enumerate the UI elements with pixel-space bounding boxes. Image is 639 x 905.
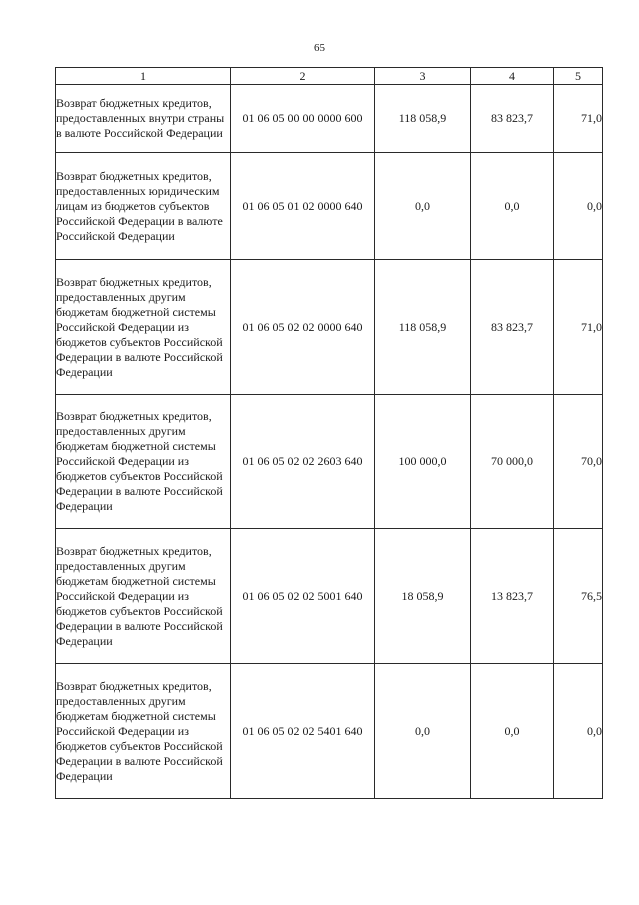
- row-code-cell: 01 06 05 02 02 2603 640: [231, 395, 375, 529]
- table-row: [56, 395, 603, 529]
- row-name-cell: Возврат бюджетных кредитов, предоставленных другим бюджетам бюджетной системы Российской Федерации из бюджетов субъектов Российской Федерации в валюте Российской Федерации: [56, 664, 231, 799]
- row-name-cell: Возврат бюджетных кредитов, предоставленных другим бюджетам бюджетной системы Российской Федерации из бюджетов субъектов Российской Федерации в валюте Российской Федерации: [56, 529, 231, 664]
- row-col5-cell: 76,5: [554, 529, 603, 664]
- row-col3-cell: 0,0: [375, 664, 471, 799]
- row-col3-cell: 118 058,9: [375, 85, 471, 153]
- row-col5-cell: 0,0: [554, 664, 603, 799]
- row-code-cell: 01 06 05 00 00 0000 600: [231, 85, 375, 153]
- row-name-cell: Возврат бюджетных кредитов, предоставленных другим бюджетам бюджетной системы Российской Федерации из бюджетов субъектов Российской Федерации в валюте Российской Федерации: [56, 260, 231, 395]
- column-header-4: 4: [471, 68, 554, 85]
- table-row: [56, 664, 603, 799]
- row-col5-cell: 0,0: [554, 153, 603, 260]
- page-number: 65: [314, 42, 325, 54]
- row-col5-cell: 71,0: [554, 260, 603, 395]
- row-col3-cell: 0,0: [375, 153, 471, 260]
- table-header-row: [56, 68, 603, 85]
- row-col3-cell: 100 000,0: [375, 395, 471, 529]
- row-col4-cell: 70 000,0: [471, 395, 554, 529]
- row-col3-cell: 18 058,9: [375, 529, 471, 664]
- row-col4-cell: 0,0: [471, 664, 554, 799]
- row-name-cell: Возврат бюджетных кредитов, предоставленных другим бюджетам бюджетной системы Российской Федерации из бюджетов субъектов Российской Федерации в валюте Российской Федерации: [56, 395, 231, 529]
- row-col5-cell: 71,0: [554, 85, 603, 153]
- row-name-cell: Возврат бюджетных кредитов, предоставленных внутри страны в валюте Российской Федерации: [56, 85, 231, 153]
- row-col4-cell: 0,0: [471, 153, 554, 260]
- table-row: [56, 85, 603, 153]
- table-row: [56, 153, 603, 260]
- row-code-cell: 01 06 05 02 02 0000 640: [231, 260, 375, 395]
- budget-table: [55, 67, 603, 799]
- column-header-1: 1: [56, 68, 231, 85]
- table-row: [56, 529, 603, 664]
- row-name-cell: Возврат бюджетных кредитов, предоставленных юридическим лицам из бюджетов субъектов Российской Федерации в валюте Российской Федерации: [56, 153, 231, 260]
- table-row: [56, 260, 603, 395]
- row-col4-cell: 83 823,7: [471, 85, 554, 153]
- column-header-5: 5: [554, 68, 603, 85]
- row-col3-cell: 118 058,9: [375, 260, 471, 395]
- column-header-2: 2: [231, 68, 375, 85]
- row-code-cell: 01 06 05 02 02 5001 640: [231, 529, 375, 664]
- row-col5-cell: 70,0: [554, 395, 603, 529]
- row-col4-cell: 83 823,7: [471, 260, 554, 395]
- row-col4-cell: 13 823,7: [471, 529, 554, 664]
- row-code-cell: 01 06 05 01 02 0000 640: [231, 153, 375, 260]
- row-code-cell: 01 06 05 02 02 5401 640: [231, 664, 375, 799]
- column-header-3: 3: [375, 68, 471, 85]
